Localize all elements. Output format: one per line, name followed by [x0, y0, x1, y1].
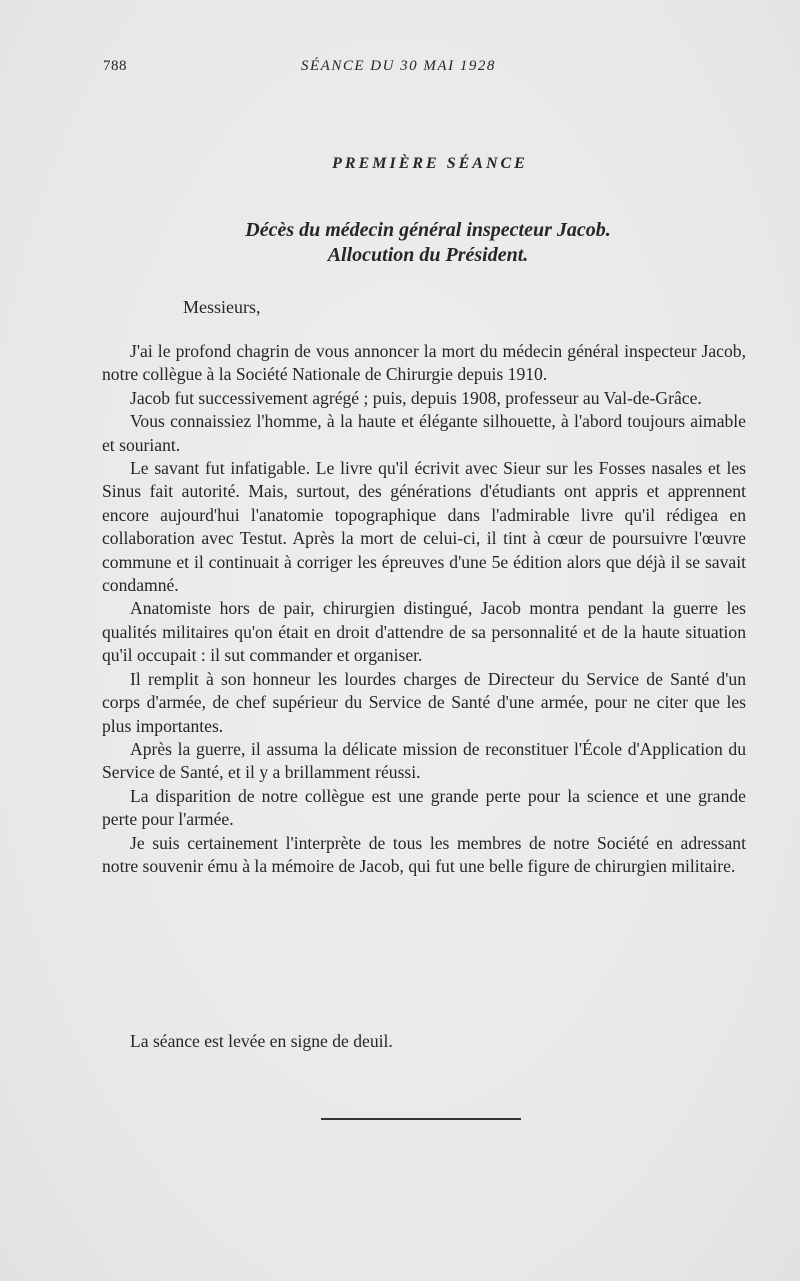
- running-header: [103, 58, 783, 78]
- article-title-line-1: Décès du médecin général inspecteur Jacob.: [245, 219, 611, 241]
- article-title: [0, 218, 800, 268]
- running-title: SÉANCE DU 30 MAI 1928: [301, 58, 496, 74]
- paragraph: Anatomiste hors de pair, chirurgien distingué, Jacob montra pendant la guerre les qualités militaires qu'on était en droit d'attendre de sa personnalité et de la haute situation qu'il occupait : il sut commander et organiser.: [102, 598, 746, 666]
- article-title-line-2: Allocution du Président.: [327, 244, 529, 266]
- section-title: PREMIÈRE SÉANCE: [332, 155, 528, 172]
- paragraph: La disparition de notre collègue est une grande perte pour la science et une grande perte pour l'armée.: [102, 785, 746, 830]
- body-text: [102, 340, 746, 878]
- paragraph: J'ai le profond chagrin de vous annoncer la mort du médecin général inspecteur Jacob, notre collègue à la Société Nationale de Chirurgie depuis 1910.: [102, 341, 746, 385]
- end-divider: [321, 1118, 521, 1120]
- salutation: Messieurs,: [183, 297, 261, 317]
- page-number: 788: [103, 58, 127, 74]
- paragraph: Il remplit à son honneur les lourdes charges de Directeur du Service de Santé d'un corps d'armée, de chef supérieur du Service de Santé d'une armée, pour ne citer que les plus importantes.: [102, 668, 746, 736]
- closing-line: La séance est levée en signe de deuil.: [130, 1031, 393, 1051]
- paragraph: Jacob fut successivement agrégé ; puis, depuis 1908, professeur au Val-de-Grâce.: [130, 387, 702, 408]
- paragraph: Après la guerre, il assuma la délicate mission de reconstituer l'École d'Application du Service de Santé, et il y a brillamment réussi.: [102, 738, 746, 783]
- paragraph: Vous connaissiez l'homme, à la haute et élégante silhouette, à l'abord toujours aimable et souriant.: [102, 411, 746, 455]
- paragraph: Je suis certainement l'interprète de tous les membres de notre Société en adressant notre souvenir ému à la mémoire de Jacob, qui fut une belle figure de chirurgien militaire.: [102, 832, 746, 876]
- paragraph: Le savant fut infatigable. Le livre qu'il écrivit avec Sieur sur les Fosses nasales et les Sinus fait autorité. Mais, surtout, des générations d'étudiants ont appris et apprennent encore aujourd'hui l'anatomie topographique dans l'admirable livre qu'il rédigea en collaboration avec Testut. Après la mort de celui-ci, il tint à cœur de poursuivre l'œuvre commune et il continuait à corriger les épreuves d'une 5e édition alors que déjà il se savait condamné.: [102, 458, 746, 596]
